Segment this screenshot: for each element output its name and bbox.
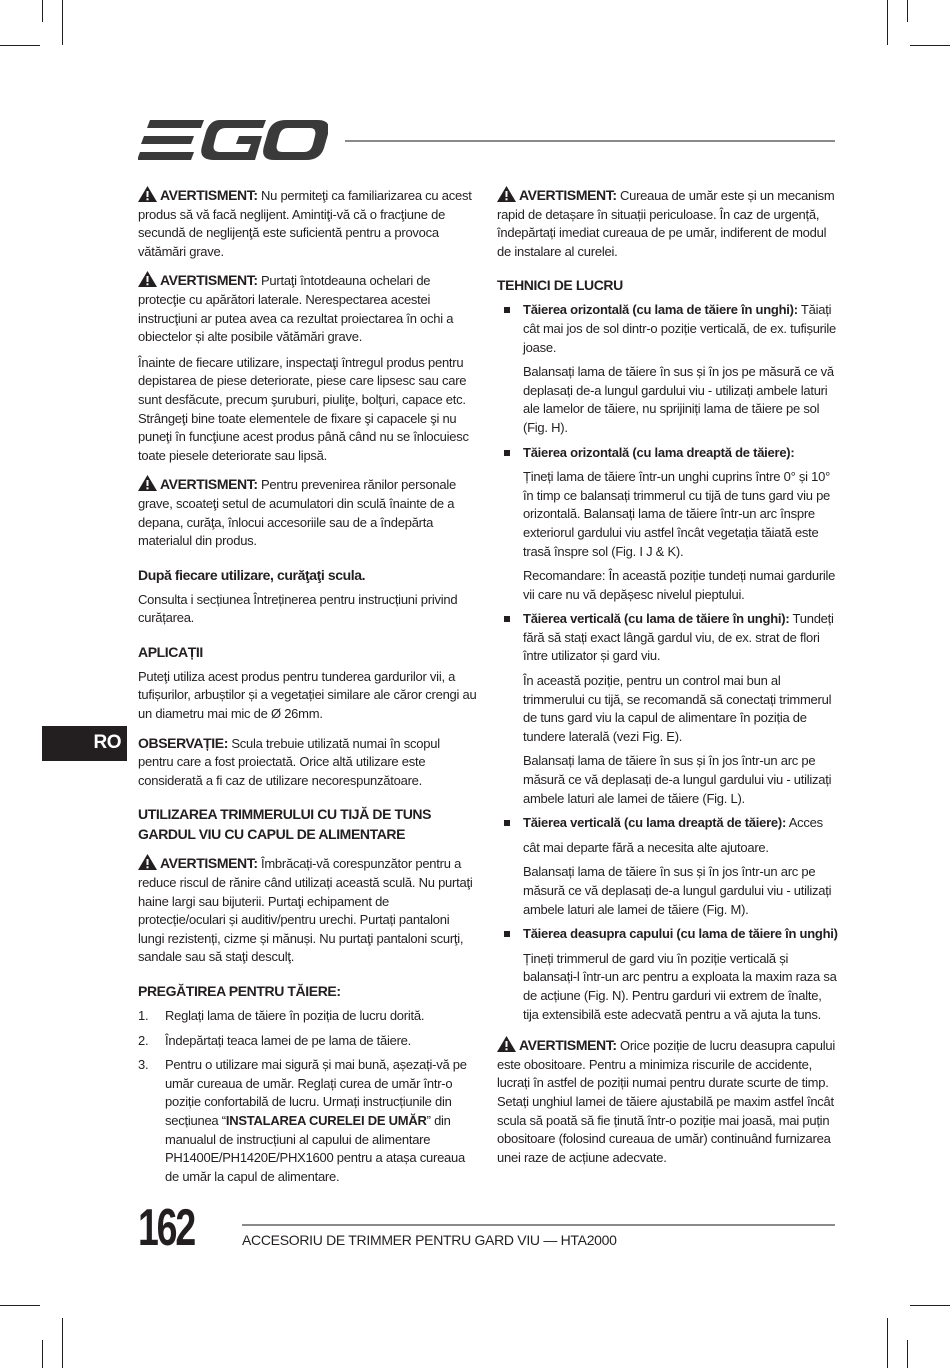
- section-heading: APLICAȚII: [138, 643, 203, 660]
- crop-mark: [907, 0, 908, 22]
- warning-text: Purtaţi întotdeauna ochelari de protecţie cu apărători laterale. Nerespectarea acestei instrucţiuni ar putea avea ca rezultat proiectarea în ochi a obiectelor și alte posibile vătămări grave.: [138, 273, 454, 345]
- step-number: 1.: [138, 1008, 149, 1023]
- list-item-title: Tăierea deasupra capului (cu lama de tăiere în unghi): [523, 926, 838, 942]
- paragraph: Țineți lama de tăiere într-un unghi cuprins între 0° și 10° în timp ce balansați trimmerul cu tijă de tuns gard viu pe orizontală. Balansați lama de tăiere într-un arc înspre exteriorul gardului viu astfel încât vegetația tăiată este trasă înspre sol (Fig. I J & K).: [523, 469, 831, 559]
- step-text-bold: INSTALAREA CURELEI DE UMĂR: [225, 1112, 427, 1128]
- list-item-text: Acces: [786, 815, 823, 831]
- list-item-title: Tăierea orizontală (cu lama dreaptă de tăiere):: [523, 444, 795, 460]
- footer-title: ACCESORIU DE TRIMMER PENTRU GARD VIU — HTA2000: [242, 1232, 617, 1248]
- warning-title: AVERTISMENT:: [519, 187, 617, 203]
- list-item: [497, 301, 839, 357]
- step-text: Îndepărtați teaca lamei de pe lama de tăiere.: [165, 1032, 412, 1048]
- step-number: 3.: [138, 1057, 149, 1073]
- warning-title: AVERTISMENT:: [160, 476, 258, 493]
- note-text: Scula trebuie utilizată numai în scopul pentru care a fost proiectată. Orice altă utilizare este considerată a fi caz de utilizare necorespunzătoare.: [138, 735, 440, 788]
- section-heading: PREGĂTIREA PENTRU TĂIERE:: [138, 983, 341, 999]
- crop-mark: [62, 1318, 63, 1368]
- list-item-title: Tăierea verticală (cu lama de tăiere în unghi):: [523, 611, 790, 627]
- section-heading: UTILIZAREA TRIMMERULUI CU TIJĂ DE TUNS GARDUL VIU CU CAPUL DE ALIMENTARE: [138, 806, 432, 843]
- note-title: OBSERVAȚIE:: [138, 734, 228, 751]
- list-item: [497, 814, 839, 833]
- right-column: [497, 186, 839, 1174]
- warning-title: AVERTISMENT:: [160, 855, 258, 872]
- step-text: Pentru o utilizare mai sigură și mai bună, așezați-vă pe umăr cureaua de umăr. Reglați curea de umăr într-o poziție confortabilă de lucru. Urmați instrucțiunile din secțiunea “: [165, 1057, 467, 1128]
- warning-block: [138, 475, 478, 550]
- paragraph: Balansați lama de tăiere în sus și în jos într-un arc pe măsură ce vă deplasați de-a lungul gardului viu - utilizați ambele laturi ale lamei de tăiere (Fig. L).: [523, 753, 832, 806]
- list-item-title: Tăierea verticală (cu lama dreaptă de tăiere):: [523, 815, 787, 831]
- note-block: [138, 734, 478, 791]
- warning-icon: [497, 186, 516, 202]
- crop-mark: [910, 1305, 950, 1306]
- warning-block: [497, 1036, 839, 1167]
- crop-mark: [887, 0, 888, 45]
- paragraph: Țineți trimmerul de gard viu în poziție verticală și balansați-l într-un arc pentru a exploata la maxim raza sa de acțiune (Fig. N). Pentru garduri vii extrem de înalte, tija extensibilă este adecvată pentru a vă ajuta la tuns.: [523, 950, 837, 1022]
- list-item: [497, 610, 839, 666]
- warning-icon: [138, 271, 157, 287]
- crop-mark: [42, 1340, 43, 1368]
- warning-block: [138, 186, 478, 261]
- crop-mark: [42, 0, 43, 22]
- warning-text: Pentru prevenirea rănilor personale grave, scoateţi setul de acumulatori din sculă înainte de a depana, curăţa, înlocui accesoriile sau de a îndepărta materialul din produs.: [138, 477, 457, 549]
- list-item: [497, 444, 839, 463]
- crop-mark: [0, 1305, 40, 1306]
- crop-mark: [887, 1318, 888, 1368]
- crop-mark: [907, 1340, 908, 1368]
- page-number: 162: [138, 1199, 194, 1257]
- step-item: [138, 1007, 478, 1026]
- warning-block: [138, 854, 478, 967]
- paragraph: cât mai departe fără a necesita alte ajutoare.: [523, 839, 769, 855]
- paragraph: Înainte de fiecare utilizare, inspectaţi întregul produs pentru depistarea de piese deteriorate, piese care lipsesc sau care sunt desfăcute, precum şuruburi, piuliţe, bolţuri, capace etc. Strângeţi bine toate elementele de fixare şi capacele şi nu puneţi în funcţiune acest produs până când nu se înlocuiesc toate piesele deteriorate sau lipsă.: [138, 354, 469, 463]
- warning-icon: [497, 1036, 516, 1052]
- warning-title: AVERTISMENT:: [519, 1037, 617, 1054]
- left-column: [138, 186, 478, 1192]
- warning-block: [497, 186, 839, 261]
- step-text: ” din manualul de instrucțiuni al capului de alimentare PH1400E/PH1420E/PHX1600 pentru a atașa cureaua de umăr la capul de alimentare.: [165, 1112, 465, 1184]
- warning-icon: [138, 475, 157, 491]
- paragraph: Balansați lama de tăiere în sus și în jos pe măsură ce vă deplasați de-a lungul gardului viu - utilizați ambele laturi ale lamelor de tăiere, nu sprijiniți lama de tăiere pe sol (Fig. H).: [523, 364, 834, 435]
- warning-title: AVERTISMENT:: [160, 187, 258, 203]
- paragraph: Consulta i secțiunea Întreținerea pentru instrucțiuni privind curățarea.: [138, 591, 458, 626]
- list-item-title: Tăierea orizontală (cu lama de tăiere în unghi):: [523, 302, 798, 318]
- warning-text: Îmbrăcați-vă corespunzător pentru a reduce riscul de rănire când utilizați această sculă. Nu purtaţi haine largi sau bijuterii. Purtaţi echipament de protecție/oculari și auditiv/pentru urechi. Purtați pantaloni lungi rezistenți, cizme și mănuși. Nu purtaţi pantaloni scurţi, sandale sau să staţi desculţ.: [138, 856, 473, 965]
- crop-mark: [0, 45, 40, 46]
- section-heading: TEHNICI DE LUCRU: [497, 277, 623, 294]
- step-text: Reglați lama de tăiere în poziția de lucru dorită.: [165, 1008, 425, 1023]
- paragraph: Puteţi utiliza acest produs pentru tunderea gardurilor vii, a tufișurilor, arbuștilor și a vegetației similare ale căror crengi au un diametru mai mic de Ø 26mm.: [138, 668, 477, 722]
- list-item: [497, 925, 839, 944]
- paragraph: Balansați lama de tăiere în sus și în jos într-un arc pe măsură ce vă deplasați de-a lungul gardului viu - utilizați ambele laturi ale lamei de tăiere (Fig. M).: [523, 864, 832, 917]
- step-number: 2.: [138, 1032, 149, 1048]
- step-item: [138, 1032, 478, 1051]
- section-heading: După fiecare utilizare, curăţaţi scula.: [138, 566, 366, 583]
- list-item-text: Tăiați cât mai jos de sol dintr-o poziție verticală, de ex. tufișurile joase.: [523, 302, 837, 355]
- warning-block: [138, 271, 478, 346]
- paragraph: Recomandare: În această poziție tundeți numai gardurile vii care nu vă depășesc nivelul pieptului.: [523, 568, 836, 602]
- warning-icon: [138, 186, 157, 202]
- header-rule: [345, 140, 835, 142]
- crop-mark: [62, 0, 63, 45]
- crop-mark: [910, 45, 950, 46]
- language-tab-label: RO: [93, 732, 121, 753]
- warning-title: AVERTISMENT:: [160, 272, 258, 289]
- warning-icon: [138, 854, 157, 870]
- warning-text: Orice poziție de lucru deasupra capului este obositoare. Pentru a minimiza riscurile de accidente, lucrați în astfel de poziții numai pentru durate scurte de timp. Setați unghiul lamei de tăiere ajustabilă pe maxim astfel încât scula să poată să fie ținută într-o poziție mai joasă, mai puțin obositoare (folosind cureaua de umăr) continuând furnizarea unei raze de acțiune adecvate.: [497, 1038, 835, 1165]
- warning-text: Cureaua de umăr este și un mecanism rapid de detașare în situații periculoase. În caz de urgență, îndepărtați imediat cureaua de pe umăr, indiferent de modul de instalare al curelei.: [497, 188, 835, 259]
- list-item-text: Tundeți fără să stați exact lângă gardul viu, de ex. strat de flori între utilizator și gard viu.: [523, 611, 834, 664]
- warning-text: Nu permiteţi ca familiarizarea cu acest produs să vă facă neglijent. Amintiţi-vă că o fracţiune de secundă de neglijenţă este suficientă pentru a provoca vătămări grave.: [138, 188, 472, 259]
- paragraph: În această poziție, pentru un control mai bun al trimmerului cu tijă, se recomandă să conectați trimmerul de tuns gard viu la capul de alimentare în poziția de tundere laterală (vezi Fig. E).: [523, 673, 832, 744]
- footer-rule: [242, 1224, 835, 1226]
- language-tab: [42, 726, 127, 761]
- step-item: [138, 1056, 478, 1186]
- ego-logo: [138, 118, 328, 162]
